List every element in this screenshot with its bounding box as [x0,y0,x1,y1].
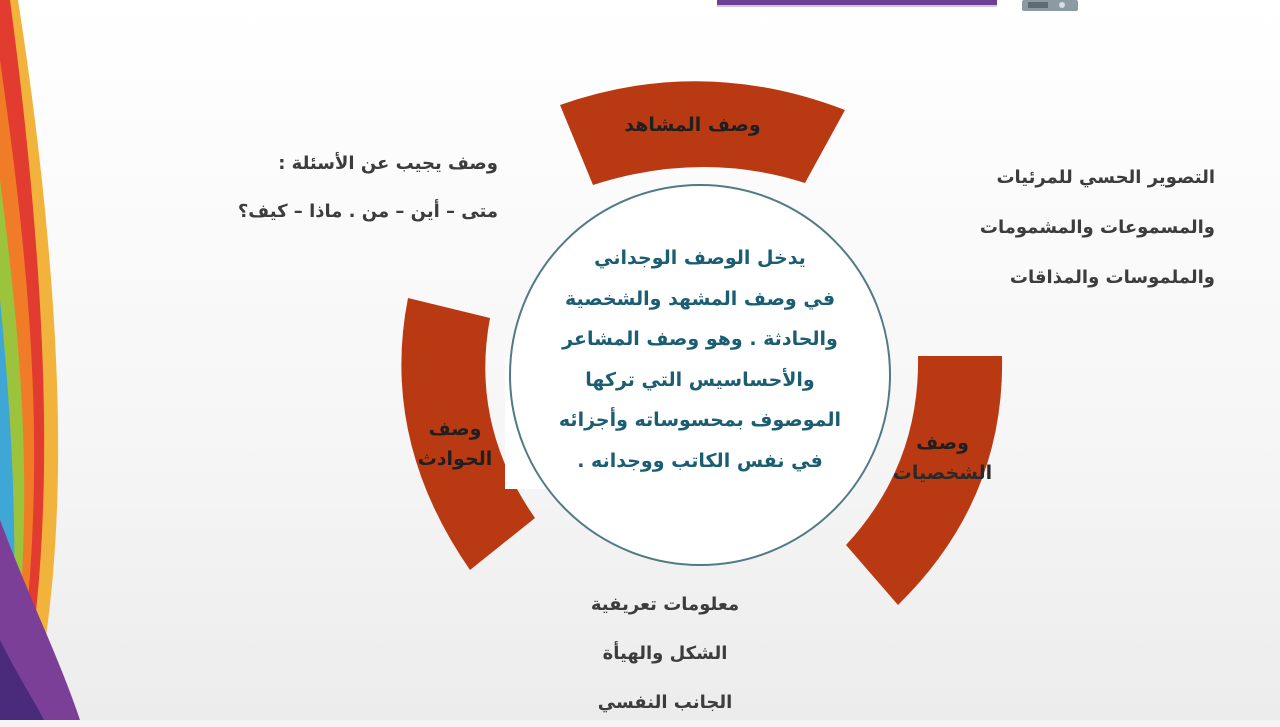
segment-left-label [400,414,510,474]
center-line: في وصف المشهد والشخصية [564,287,836,310]
character-list [570,580,760,727]
segment-right-line2: الشخصيات [892,462,993,484]
character-list-item: الجانب النفسي [597,692,733,713]
sensory-list [955,153,1215,303]
questions-note-line2: متى – أين – من . ماذا – كيف؟ [237,201,498,222]
segment-left-line1: وصف [428,418,482,440]
center-description [540,238,860,481]
segment-top-label: وصف المشاهد [624,114,761,136]
sensory-list-item: والملموسات والمذاقات [1009,267,1215,288]
segment-left-line2: الحوادث [417,448,493,470]
center-line: والأحساسيس التي تركها [585,368,815,391]
character-list-item: الشكل والهيأة [602,643,728,664]
center-line: في نفس الكاتب ووجدانه . [577,449,823,472]
questions-note [228,140,498,236]
segment-right-line1: وصف [916,432,969,454]
center-line: يدخل الوصف الوجداني [594,247,806,269]
sensory-list-item: والمسموعات والمشمومات [979,217,1215,238]
center-line: والحادثة . وهو وصف المشاعر [562,328,838,350]
segment-right-label [885,428,1000,488]
questions-note-line1: وصف يجيب عن الأسئلة : [278,153,498,174]
center-line: الموصوف بمحسوساته وأجزائه [558,409,842,431]
character-list-item: معلومات تعريفية [590,594,740,615]
sensory-list-item: التصوير الحسي للمرئيات [996,167,1215,188]
